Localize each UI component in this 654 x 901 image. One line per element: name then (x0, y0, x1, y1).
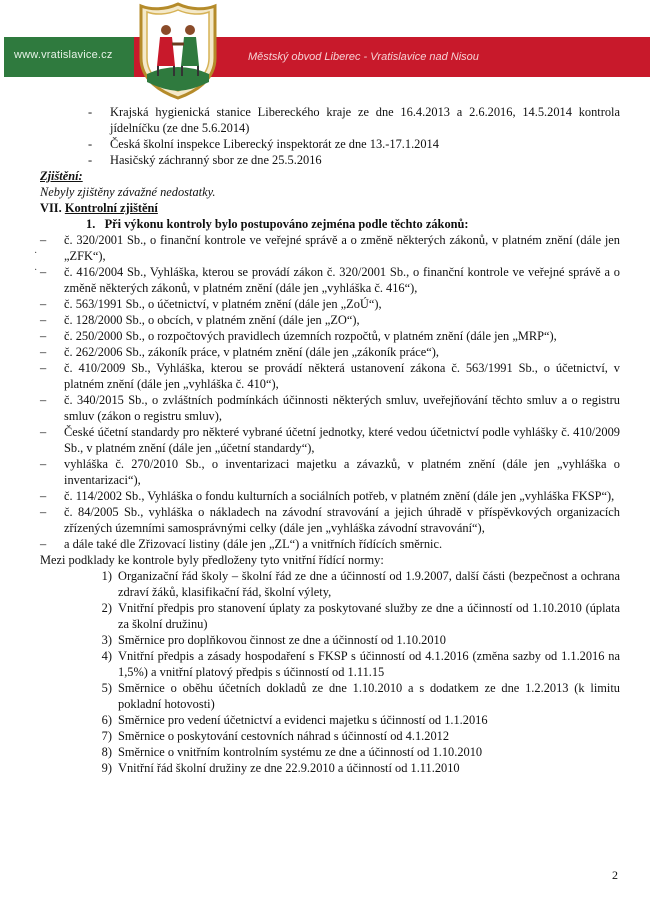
website-link[interactable]: www.vratislavice.cz (14, 49, 113, 61)
inspection-item: - Krajská hygienická stanice Libereckého kraje ze dne 16.4.2013 a 2.6.2016, 14.5.2014 kontrola jídelníčku (ze dne 5.6.2014) (88, 105, 620, 135)
inspection-item: - Česká školní inspekce Liberecký inspektorát ze dne 13.-17.1.2014 (88, 137, 439, 151)
norm-item: 8) Směrnice o vnitřním kontrolním systému ze dne a účinností od 1.10.2010 (101, 745, 483, 759)
law-item: – č. 84/2005 Sb., vyhláška o nákladech na závodní stravování a jejich úhradě v příspěvkových organizacích zřízených územními samosprávnými celky (dále jen „vyhláška závodní stravování“), (40, 505, 620, 535)
law-item: – č. 114/2002 Sb., Vyhláška o fondu kulturních a sociálních potřeb, v platném znění (dále jen „vyhláška FKSP“), (40, 489, 615, 503)
law-item: – č. 563/1991 Sb., o účetnictví, v platném znění (dále jen „ZoÚ“), (40, 297, 382, 311)
margin-mark: · (34, 248, 38, 259)
norm-item: 5) Směrnice o oběhu účetních dokladů ze dne 1.10.2010 a s dodatkem ze dne 1.2.2013 (k limitu pokladní hotovosti) (101, 681, 620, 711)
inspection-item: - Hasičský záchranný sbor ze dne 25.5.2016 (88, 153, 322, 167)
office-name: Městský obvod Liberec - Vratislavice nad Nisou (248, 51, 479, 63)
norm-item: 4) Vnitřní předpis a zásady hospodaření s FKSP s účinností od 4.1.2016 (změna sazby od 1.1.2016 na 1,5%) a vnitřní platový předpis s účinností od 1.11.15 (101, 649, 620, 679)
section-heading (40, 200, 620, 216)
norm-item: 6) Směrnice pro vedení účetnictví a evidenci majetku s účinností od 1.1.2016 (101, 713, 488, 727)
law-item: – č. 262/2006 Sb., zákoník práce, v platném znění (dále jen „zákoník práce“), (40, 345, 440, 359)
law-item: – č. 416/2004 Sb., Vyhláška, kterou se provádí zákon č. 320/2001 Sb., o finanční kontrole ve veřejné správě a o změně některých zákonů, v platném znění (dále jen „vyhláška č. 416“), (40, 265, 620, 295)
section-number: VII. (40, 201, 62, 215)
law-item: – vyhláška č. 270/2010 Sb., o inventarizaci majetku a závazků, v platném znění (dále jen „vyhláška o inventarizaci“), (40, 457, 620, 487)
document-body (40, 104, 620, 776)
page-header (0, 0, 654, 100)
margin-mark: · (34, 265, 38, 276)
law-item: – č. 340/2015 Sb., o zvláštních podmínkách účinnosti některých smluv, uveřejňování těchto smluv a o registru smluv (zákon o registru smluv), (40, 393, 620, 423)
norm-item: 7) Směrnice o poskytování cestovních náhrad s účinností od 4.1.2012 (101, 729, 450, 743)
law-item: – č. 410/2009 Sb., Vyhláška, kterou se provádí některá ustanovení zákona č. 563/1991 Sb., o účetnictví, v platném znění (dále jen „vyhláška č. 410“), (40, 361, 620, 391)
coat-of-arms-icon (133, 0, 223, 100)
website-panel (4, 37, 134, 77)
norm-item: 2) Vnitřní předpis pro stanovení úplaty za poskytované služby ze dne a účinností od 1.10.2010 (úplata za školní družinu) (101, 601, 620, 631)
law-item: – č. 250/2000 Sb., o rozpočtových pravidlech územních rozpočtů, v platném znění (dále jen „MRP“), (40, 329, 557, 343)
law-item: – a dále také dle Zřizovací listiny (dále jen „ZL“) a vnitřních řídících směrnic. (40, 537, 443, 551)
norm-item: 3) Směrnice pro doplňkovou činnost ze dne a účinností od 1.10.2010 (101, 633, 446, 647)
finding-title: Zjištění: (40, 169, 83, 183)
law-item: – č. 128/2000 Sb., o obcích, v platném znění (dále jen „ZO“), (40, 313, 360, 327)
section-title: Kontrolní zjištění (64, 201, 158, 215)
law-item: – České účetní standardy pro některé vybrané účetní jednotky, které vedou účetnictví podle vyhlášky č. 410/2009 Sb., v platném znění (dále jen „účetní standardy“), (40, 425, 620, 455)
norm-item: 1) Organizační řád školy – školní řád ze dne a účinností od 1.9.2007, další části (bezpečnost a ochrana zdraví žáků, klasifikační řád, školní výlety, (101, 569, 620, 599)
page-number: 2 (612, 868, 618, 882)
section-subtitle: 1. Při výkonu kontroly bylo postupováno zejména podle těchto zákonů: (86, 217, 469, 231)
norm-item: 9) Vnitřní řád školní družiny ze dne 22.9.2010 a účinností od 1.11.2010 (101, 761, 460, 775)
finding-text: Nebyly zjištěny závažné nedostatky. (40, 185, 216, 199)
norms-intro: Mezi podklady ke kontrole byly předloženy tyto vnitřní řídící normy: (40, 553, 384, 567)
law-item: – č. 320/2001 Sb., o finanční kontrole ve veřejné správě a o změně některých zákonů, v platném znění (dále jen „ZFK“), (40, 233, 620, 263)
header-banner (4, 37, 650, 77)
